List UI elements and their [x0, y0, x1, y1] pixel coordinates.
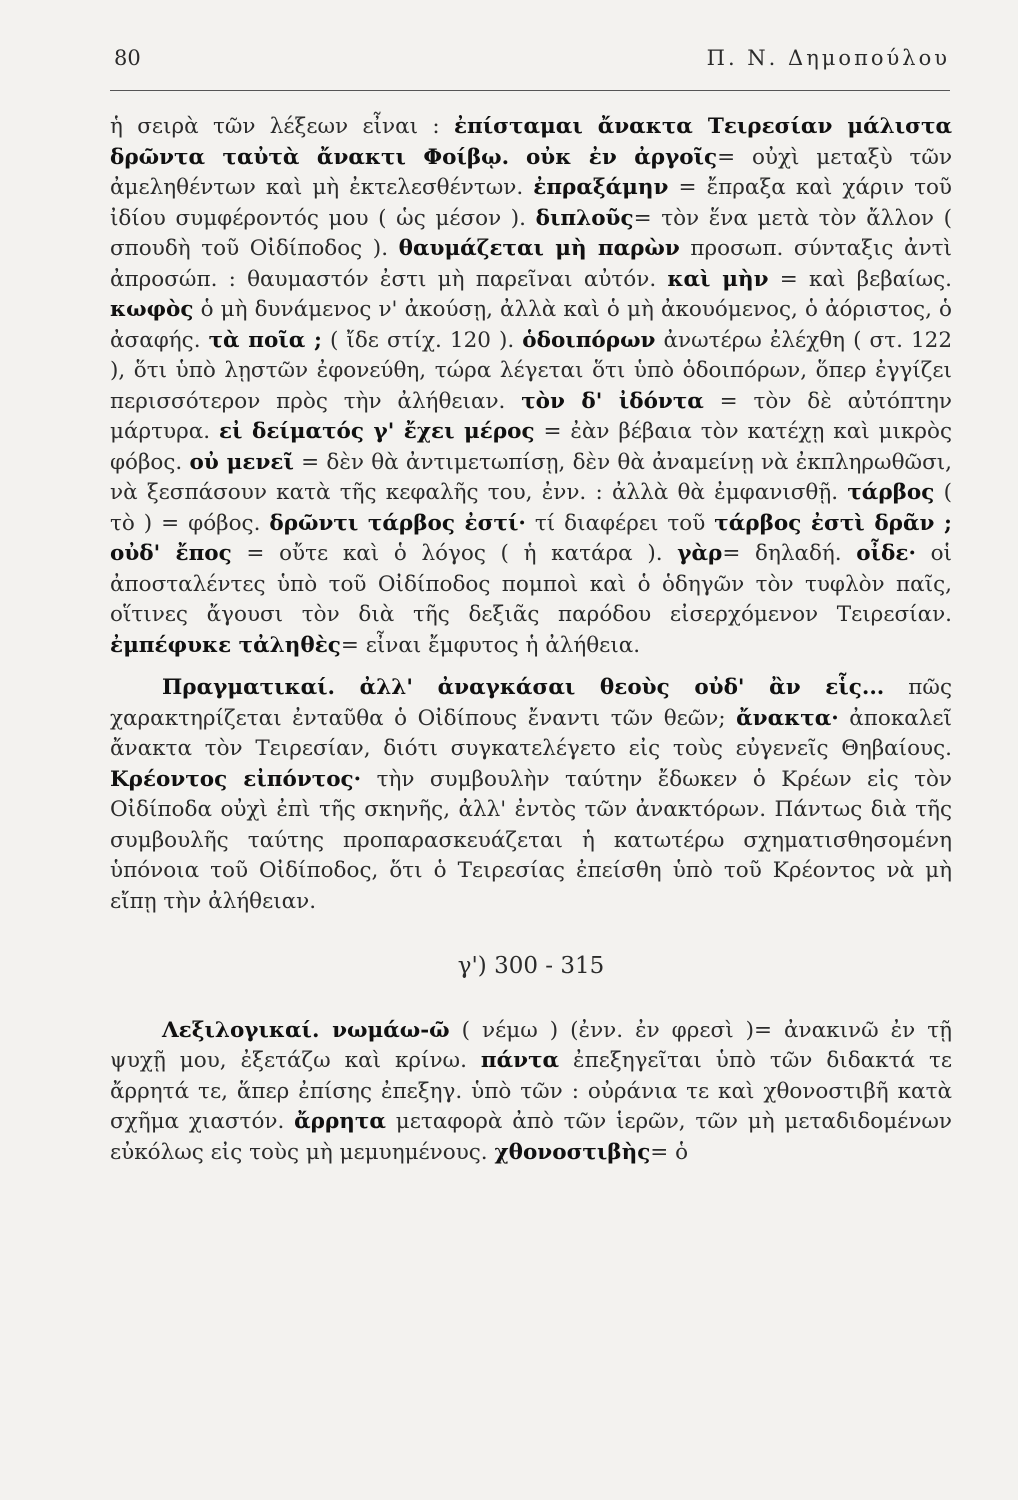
- lemma: ἐπραξάμην: [533, 175, 669, 200]
- paragraph-1: [110, 112, 952, 661]
- text-run: = οὔτε καὶ ὁ λόγος ( ἡ κατάρα ).: [231, 541, 678, 566]
- lemma: οὐκ ἐν ἀργοῖς: [525, 144, 718, 170]
- lemma: Κρέοντος εἰπόντος·: [110, 766, 362, 792]
- paragraph-2: [110, 673, 952, 917]
- lemma: καὶ μὴν: [667, 266, 769, 292]
- lemma: θαυμάζεται μὴ παρὼν: [398, 236, 680, 261]
- lemma: ἄνακτα·: [736, 705, 839, 731]
- lemma: πάντα: [480, 1048, 560, 1073]
- text-run: ὁ μὴ δυνάμενος ν' ἀκούσῃ, ἀλλὰ καὶ ὁ μὴ ἀκουόμενος, ὁ ἀόριστος, ὁ ἀσαφής.: [110, 297, 952, 353]
- lemma: χθονοστιβὴς: [494, 1139, 651, 1165]
- text-run: = δὲν θὰ ἀντιμετωπίσῃ, δὲν θὰ ἀναμείνῃ νὰ ἐκπληρωθῶσι, νὰ ξεσπάσουν κατὰ τῆς κεφαλῆς του, ἐνν. : ἀλλὰ θὰ ἐμφανισθῇ.: [110, 449, 953, 505]
- text-run: = τὸν δὲ αὐτόπτην μάρτυρα.: [110, 388, 952, 444]
- lemma: τὰ ποῖα ;: [208, 327, 322, 353]
- text-run: ἐπεξηγεῖται ὑπὸ τῶν διδακτά τε ἄρρητά τε, ἅπερ ἐπίσης ἐπεξηγ. ὑπὸ τῶν : οὐράνια τε καὶ χθονοστιβῆ κατὰ σχῆμα χιαστόν.: [110, 1048, 953, 1134]
- text-run: = ἔπραξα καὶ χάριν τοῦ ἰδίου συμφέροντός μου ( ὡς μέσον ).: [110, 175, 953, 231]
- text-run: = εἶναι ἔμφυτος ἡ ἀλήθεια.: [340, 632, 641, 658]
- lemma: εἰ δείματός γ' ἔχει μέρος: [218, 419, 535, 444]
- lemma: ὁδοιπόρων: [522, 327, 656, 353]
- lemma: δρῶντι τάρβος ἐστί·: [269, 510, 526, 536]
- running-head: Π. Ν. Δημοπούλου: [706, 46, 950, 70]
- text-run: μεταφορὰ ἀπὸ τῶν ἱερῶν, τῶν μὴ μεταδιδομένων εὐκόλως εἰς τοὺς μὴ μεμυημένους.: [110, 1109, 952, 1165]
- lemma: Πραγματικαί. ἀλλ' ἀναγκάσαι θεοὺς οὐδ' ἂν εἷς...: [162, 675, 885, 700]
- text-run: ( τὸ ) = φόβος.: [110, 480, 952, 536]
- page-header: [110, 44, 950, 91]
- lemma: διπλοῦς: [535, 205, 634, 231]
- text-run: πῶς χαρακτηρίζεται ἐνταῦθα ὁ Οἰδίπους ἔναντι τῶν θεῶν;: [110, 675, 952, 731]
- text-run: = ὁ: [650, 1139, 689, 1165]
- lemma: γὰρ: [677, 541, 723, 566]
- text-run: ( νέμω ) (ἐνν. ἐν φρεσὶ )= ἀνακινῶ ἐν τῇ ψυχῇ μου, ἐξετάζω καὶ κρίνω.: [110, 1017, 952, 1073]
- text-run: [509, 145, 526, 170]
- lemma: ἐμπέφυκε τἀληθὲς: [110, 632, 341, 658]
- text-run: ἀνωτέρω ἐλέχθη ( στ. 122 ), ὅτι ὑπὸ λῃστῶν ἐφονεύθη, τώρα λέγεται ὅτι ὑπὸ ὁδοιπόρων, ὅπερ ἐγγίζει περισσότερον πρὸς τὴν ἀλήθειαν.: [110, 327, 953, 414]
- body-text: [110, 112, 952, 1168]
- lemma: κωφὸς: [110, 297, 194, 322]
- page-number: 80: [114, 46, 141, 70]
- lemma: Λεξιλογικαί. νωμάω-ῶ: [162, 1017, 450, 1043]
- text-run: τὴν συμβουλὴν ταύτην ἔδωκεν ὁ Κρέων εἰς τὸν Οἰδίποδα οὐχὶ ἐπὶ τῆς σκηνῆς, ἀλλ' ἐντὸς τῶν ἀνακτόρων. Πάντως διὰ τῆς συμβουλῆς ταύτης προπαρασκευάζεται ἡ κατωτέρω σχηματισθησομένη ὑπόνοια τοῦ Οἰδίποδος, ὅτι ὁ Τειρεσίας ἐπείσθη ὑπὸ τοῦ Κρέοντος νὰ μὴ εἴπῃ τὴν ἀλήθειαν.: [110, 766, 953, 914]
- text-run: = οὐχὶ μεταξὺ τῶν ἀμεληθέντων καὶ μὴ ἐκτελεσθέντων.: [110, 144, 953, 200]
- text-run: = καὶ βεβαίως.: [768, 266, 952, 292]
- section-heading: γ') 300 - 315: [457, 953, 605, 979]
- text-run: = δηλαδή.: [722, 541, 857, 566]
- text-run: οἱ ἀποσταλέντες ὑπὸ τοῦ Οἰδίποδος πομποὶ καὶ ὁ ὁδηγῶν τὸν τυφλὸν παῖς, οἵτινες ἄγουσι τὸν διὰ τῆς δεξιᾶς παρόδου εἰσερχόμενον Τειρεσίαν.: [110, 541, 952, 627]
- lemma: τὸν δ' ἰδόντα: [521, 388, 704, 414]
- lemma: οὐ μενεῖ: [189, 449, 294, 475]
- lemma: τάρβος ἐστὶ δρᾶν ; οὐδ' ἔπος: [110, 510, 952, 566]
- text-run: = ἐὰν βέβαια τὸν κατέχῃ καὶ μικρὸς φόβος.: [110, 419, 952, 475]
- lemma: οἶδε·: [856, 541, 916, 566]
- text-run: ἡ σειρὰ τῶν λέξεων εἶναι :: [110, 114, 454, 139]
- text-run: προσωπ. σύνταξις ἀντὶ ἀπροσώπ. : θαυμαστόν ἐστι μὴ παρεῖναι αὐτόν.: [110, 236, 952, 292]
- lemma: τάρβος: [847, 480, 935, 505]
- paragraph-3: [110, 1016, 952, 1169]
- text-run: ( ἴδε στίχ. 120 ).: [321, 327, 523, 353]
- text-run: ἀποκαλεῖ ἄνακτα τὸν Τειρεσίαν, διότι συγκατελέγετο εἰς τοὺς εὐγενεῖς Θηβαίους.: [110, 705, 952, 761]
- text-run: τί διαφέρει τοῦ: [525, 510, 715, 536]
- text-run: = τὸν ἕνα μετὰ τὸν ἄλλον ( σπουδὴ τοῦ Οἰδίποδος ).: [110, 205, 952, 261]
- lemma: ἄρρητα: [294, 1109, 386, 1134]
- lemma: ἐπίσταμαι ἄνακτα Τειρεσίαν μάλιστα δρῶντα ταὐτὰ ἄνακτι Φοίβῳ.: [110, 114, 952, 170]
